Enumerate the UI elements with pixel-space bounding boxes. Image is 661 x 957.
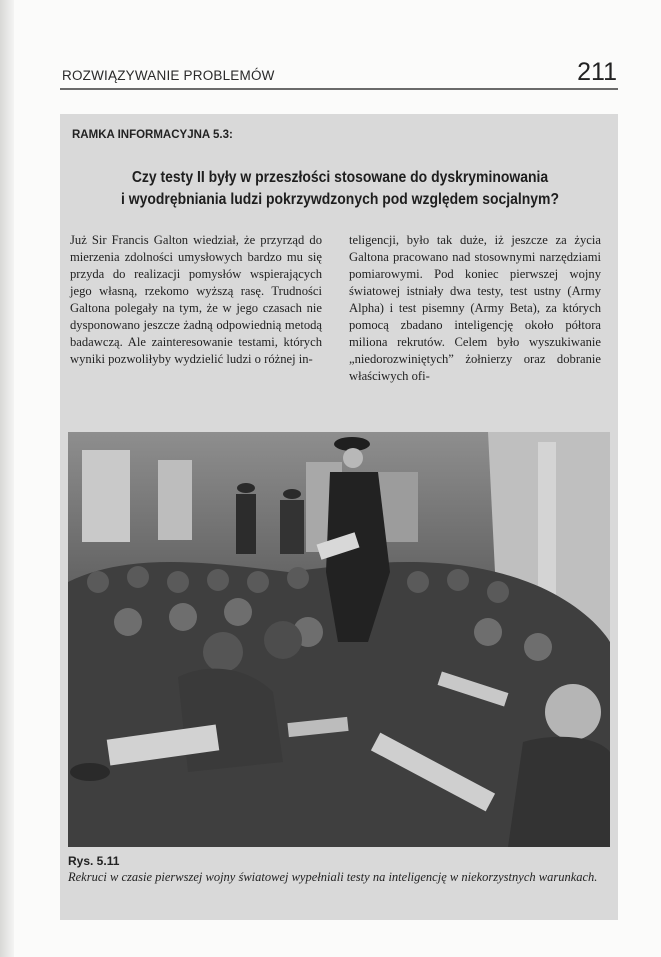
info-box-title-line-1: Czy testy II były w przeszłości stosowane do dyskryminowania (131, 169, 549, 186)
running-header: ROZWIĄZYWANIE PROBLEMÓW (62, 68, 275, 83)
page-number: 211 (577, 58, 617, 86)
info-box-title-line-2: i wyodrębniania ludzi pokrzywdzonych pod względem socjalnym? (121, 191, 559, 208)
info-box-label: RAMKA INFORMACYJNA 5.3: (72, 129, 233, 141)
figure-label: Rys. 5.11 (68, 854, 120, 868)
photo-illustration (68, 432, 610, 847)
info-box-title (106, 167, 574, 211)
figure-caption: Rekruci w czasie pierwszej wojny światowej wypełniali testy na inteligencję w niekorzystnych warunkach. (68, 870, 598, 884)
header-rule (60, 88, 618, 90)
page-edge (0, 0, 14, 957)
text-column-left: Już Sir Francis Galton wiedział, że przyrząd do mierzenia zdolności umysłowych bardzo mu się przyda do realizacji pomysłów wspierających jego własną, rzekomo wyższą rasę. Trudności Galtona polegały na tym, że w jego czasach nie dysponowano jeszcze żadną odpowiednią metodą badawczą. Ale zainteresowanie testami, których wyniki pozwoliłyby wydzielić ludzi o różnej in- (70, 233, 322, 366)
text-column-right: teligencji, było tak duże, iż jeszcze za życia Galtona pracowano nad stosownymi narzędziami pomiarowymi. Pod koniec pierwszej wojny światowej istniały dwa testy, test ustny (Army Alpha) i test pisemny (Army Beta), za których pomocą zbadano inteligencję około półtora miliona rekrutów. Celem było wyszukiwanie „niedorozwiniętych” żołnierzy oraz dobranie właściwych ofi- (349, 233, 601, 383)
historical-photo (68, 432, 610, 847)
